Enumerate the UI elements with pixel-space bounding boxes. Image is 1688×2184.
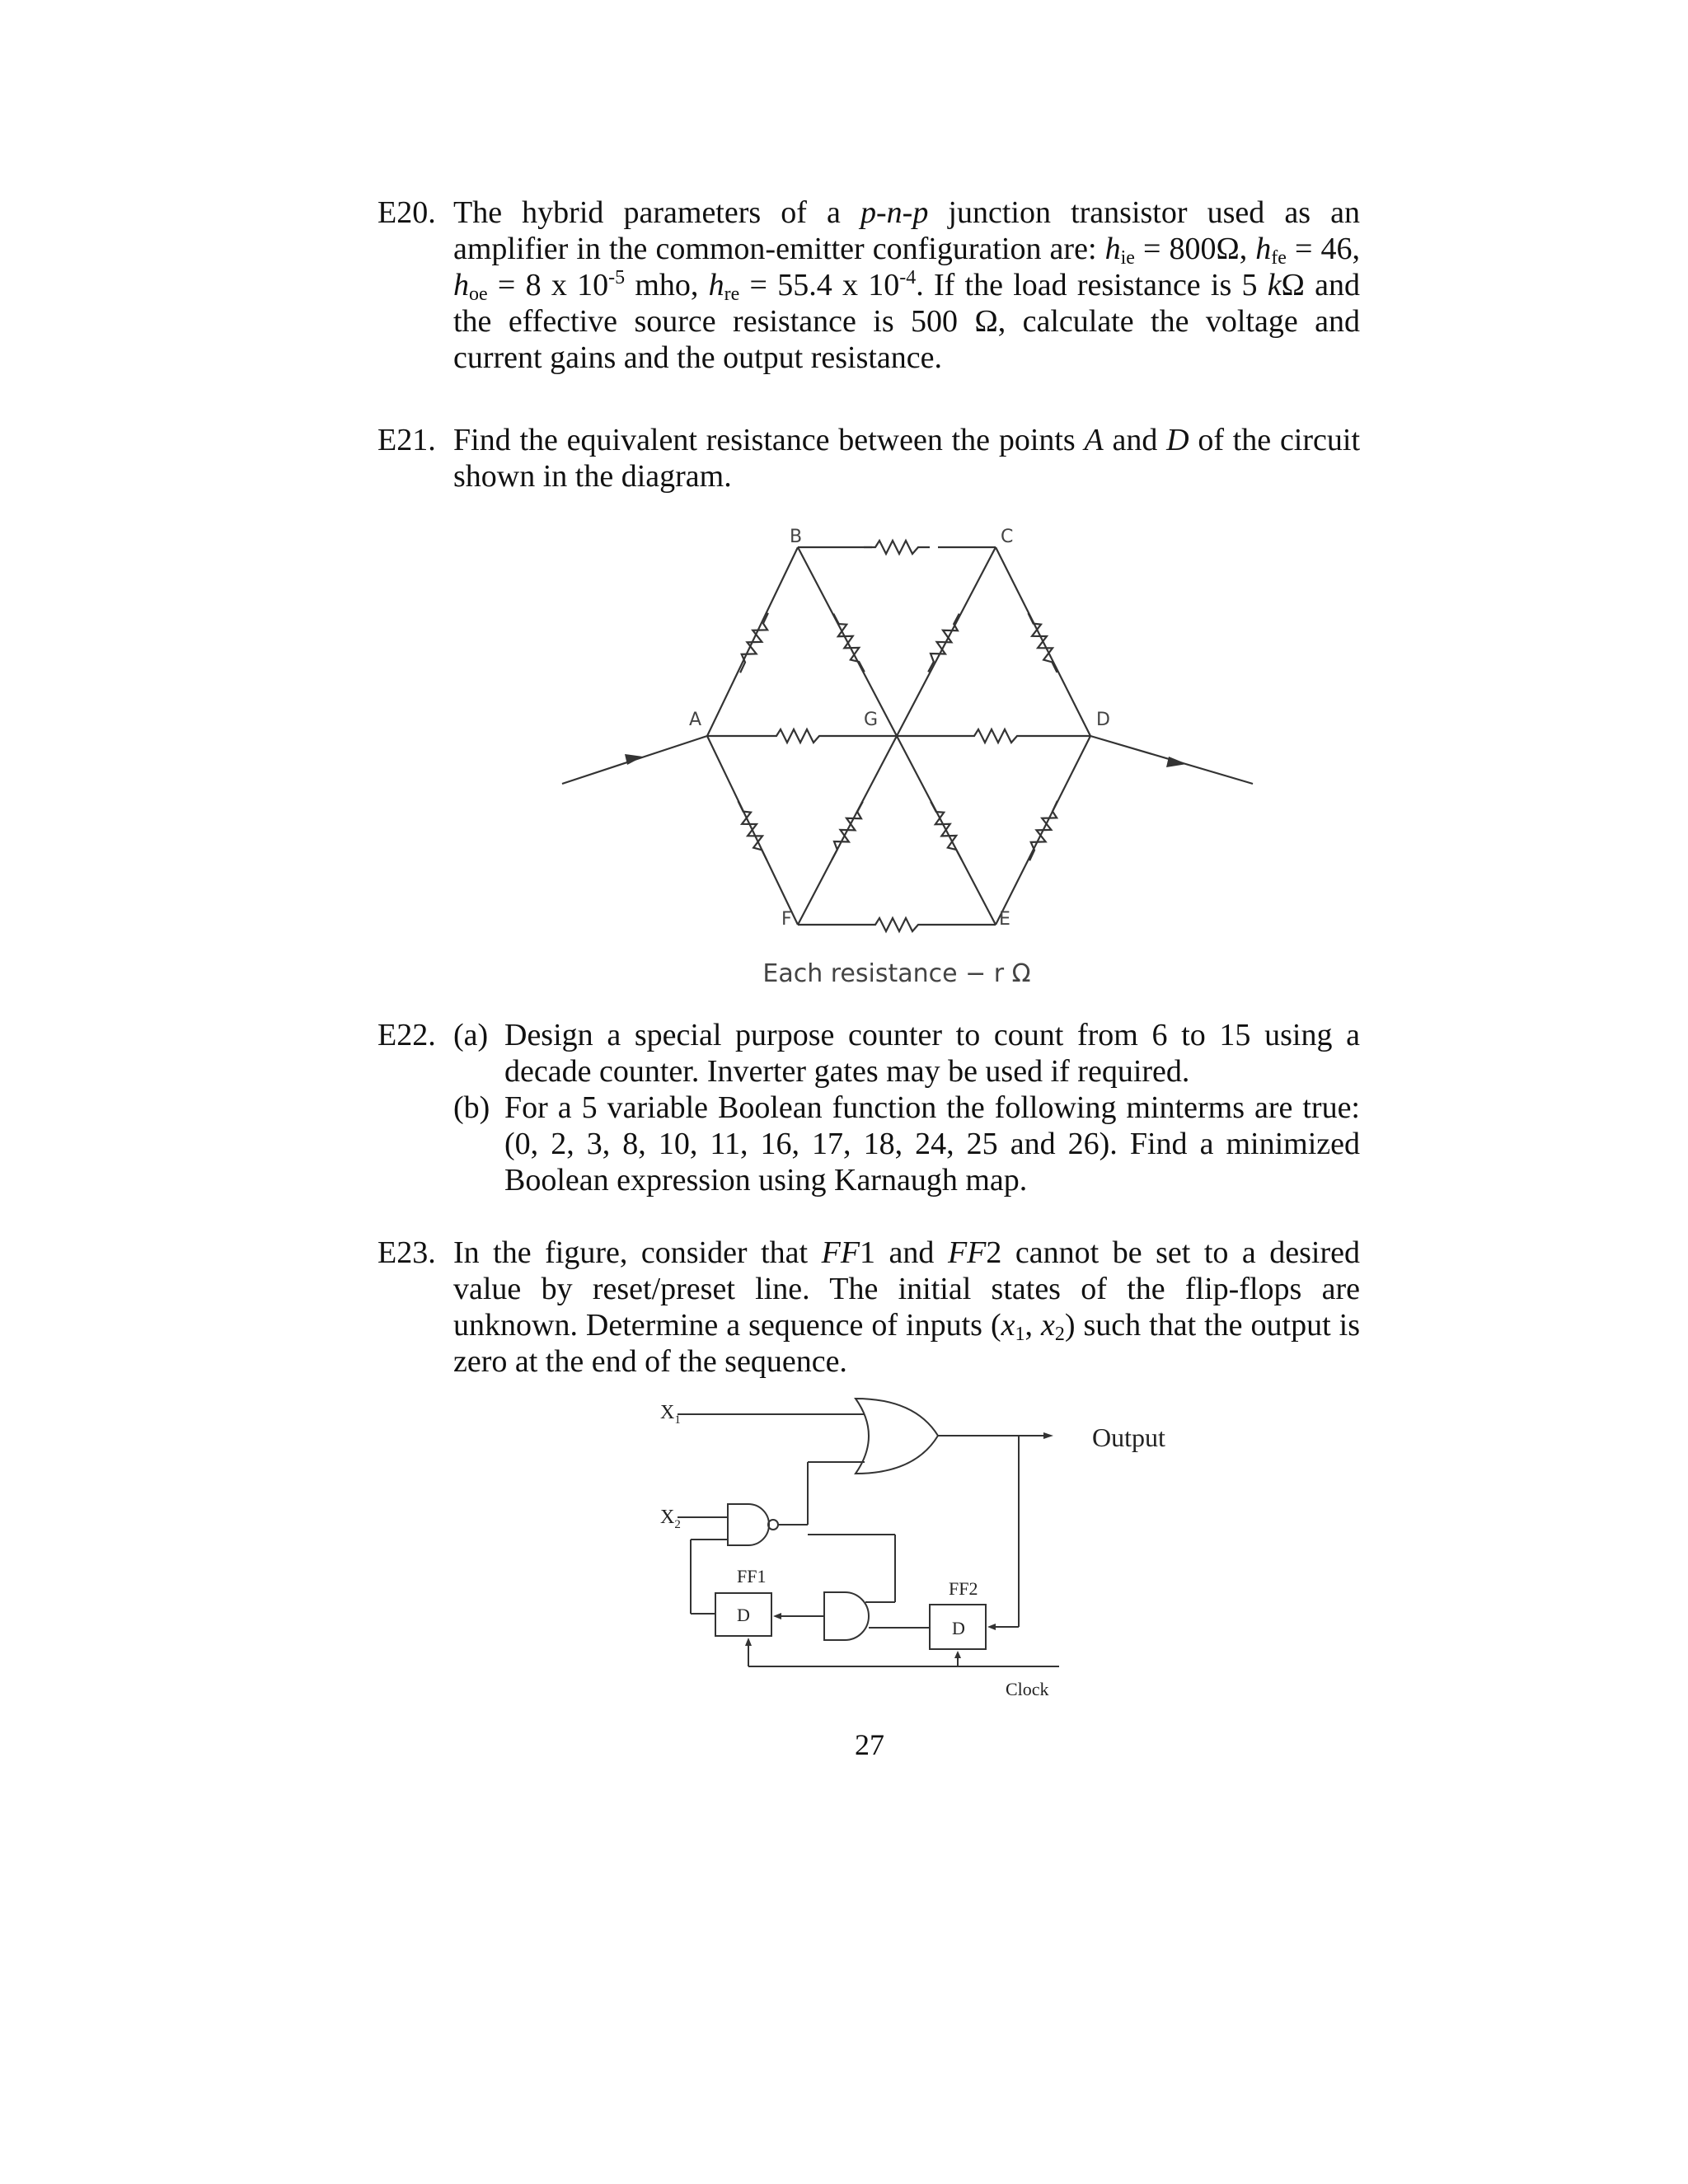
part-text: For a 5 variable Boolean function the following minterms are true: (0, 2, 3, 8, 10, 11, 16, 17, 18, 24, 25 and 26). Find a minimized Boolean expression using Karnaugh map. (504, 1090, 1360, 1197)
or-gate (856, 1399, 938, 1474)
ff2-d-label: D (952, 1618, 965, 1638)
node-label-e: E (999, 909, 1010, 930)
output-arrowhead (1043, 1432, 1053, 1439)
question-number: E23. (377, 1235, 436, 1270)
nand-gate (728, 1504, 769, 1545)
node-label-b: B (790, 527, 803, 547)
node-label-f: F (781, 909, 792, 930)
input-x2-label: $X_2$ (660, 1507, 681, 1531)
node-label-a: A (689, 710, 702, 730)
question-number: E20. (377, 195, 436, 230)
network-caption: Each resistance − r Ω (762, 959, 1031, 988)
question-text: In the figure, consider that FF1 and FF2 cannot be set to a desired value by reset/preset line. The initial states of the flip-flops are unknown. Determine a sequence of inputs ($x_1$, $x_2$) such that the output is zero at the end of the sequence. (453, 1235, 1361, 1379)
question-number: E21. (377, 423, 436, 457)
node-label-d: D (1096, 710, 1110, 730)
part-label: (b) (453, 1090, 490, 1125)
clock-label: Clock (1006, 1679, 1049, 1699)
node-label-c: C (1001, 527, 1014, 547)
question-text: Find the equivalent resistance between the points A and D of the circuit shown in the diagram. (453, 423, 1360, 494)
part-label: (a) (453, 1018, 489, 1052)
input-x1-label: $X_1$ (660, 1402, 681, 1427)
ff1-d-label: D (737, 1605, 750, 1625)
part-text: Design a special purpose counter to count from 6 to 15 using a decade counter. Inverter gates may be used if required. (504, 1018, 1360, 1089)
page-number: 27 (855, 1728, 884, 1761)
ff2-label: FF2 (949, 1578, 978, 1599)
and-gate (824, 1592, 869, 1640)
output-label: Output (1092, 1422, 1165, 1452)
ff1-label: FF1 (737, 1566, 767, 1586)
question-text: The hybrid parameters of a p-n-p junction transistor used as an amplifier in the common-emitter configuration are: $h_{ie} = 800\Omega$, $h_{fe} = 46$, $h_{oe} = 8$ x $10^{-5}$ mho, $h_{re} = 55.4$ x $10^{-4}$. If the load resistance is 5 kΩ and the effective source resistance is 500 Ω, calculate the voltage and current gains and the output resistance. (453, 195, 1361, 375)
question-number: E22. (377, 1018, 436, 1052)
node-label-g: G (864, 710, 879, 730)
